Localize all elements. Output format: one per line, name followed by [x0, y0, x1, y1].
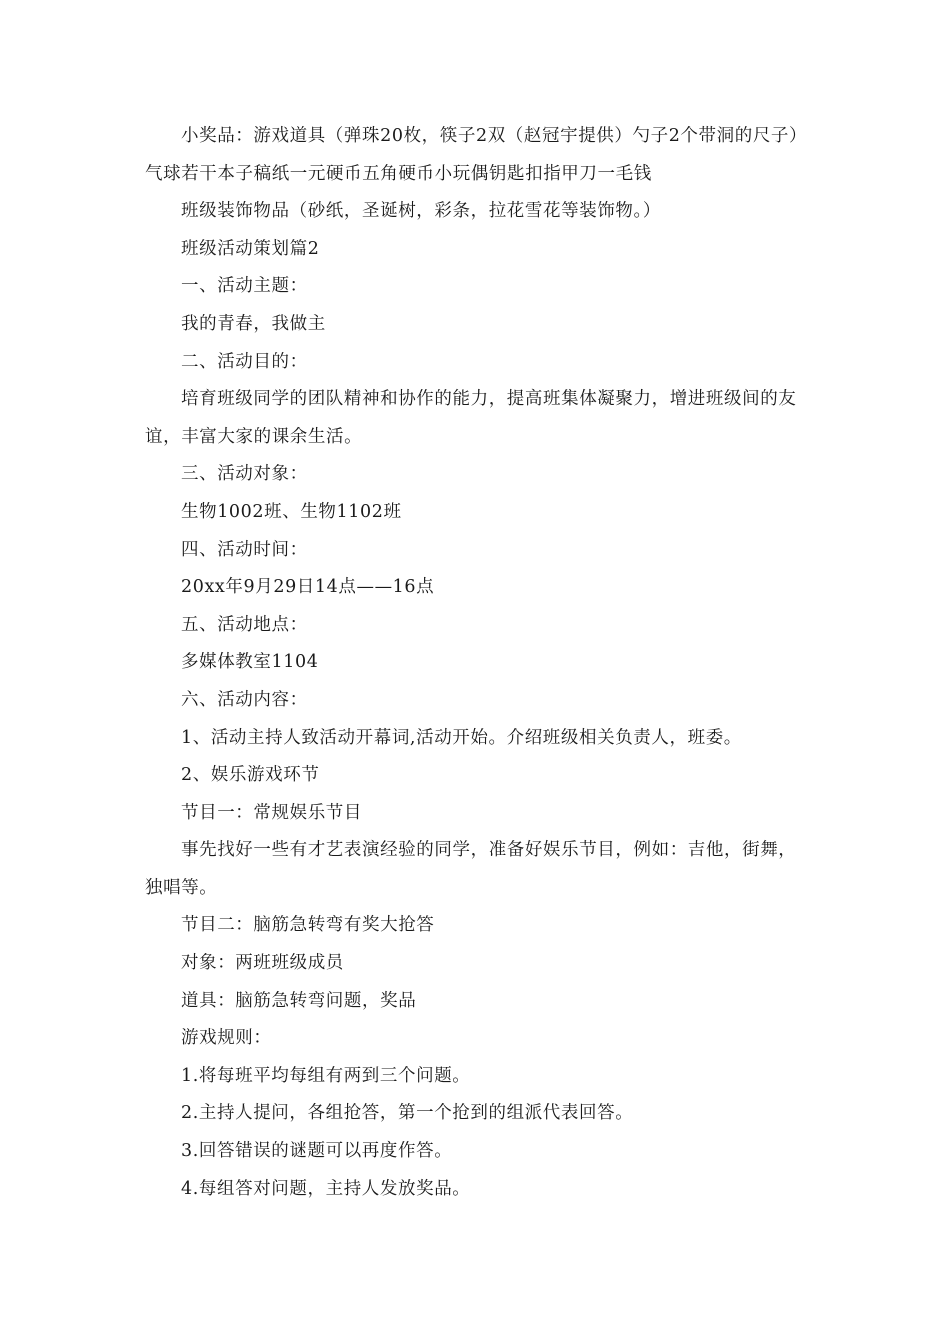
paragraph-purpose: 培育班级同学的团队精神和协作的能力，提高班集体凝聚力，增进班级间的友谊，丰富大家的课余生活。	[145, 389, 797, 447]
paragraph-games-section: 2、娱乐游戏环节	[181, 765, 320, 786]
paragraph-prizes: 小奖品：游戏道具（弹珠20枚，筷子2双（赵冠宇提供）勺子2个带洞的尺子）气球若干本子稿纸一元硬币五角硬币小玩偶钥匙扣指甲刀一毛钱	[145, 126, 799, 184]
heading-time: 四、活动时间：	[181, 539, 308, 560]
heading-location: 五、活动地点：	[181, 614, 308, 635]
program-one-description: 事先找好一些有才艺表演经验的同学，准备好娱乐节目，例如：吉他，街舞，独唱等。	[145, 840, 797, 898]
rule-item: 3.回答错误的谜题可以再度作答。	[181, 1141, 453, 1162]
section-title: 班级活动策划篇2	[181, 238, 320, 259]
heading-theme: 一、活动主题：	[181, 276, 308, 297]
paragraph-audience: 生物1002班、生物1102班	[181, 501, 402, 522]
rule-item: 1.将每班平均每组有两到三个问题。	[181, 1065, 471, 1086]
program-one-title: 节目一：常规娱乐节目	[181, 802, 362, 823]
heading-content: 六、活动内容：	[181, 689, 308, 710]
heading-audience: 三、活动对象：	[181, 464, 308, 485]
paragraph-opening: 1、活动主持人致活动开幕词,活动开始。介绍班级相关负责人，班委。	[181, 727, 742, 748]
heading-purpose: 二、活动目的：	[181, 351, 308, 372]
rule-item: 4.每组答对问题，主持人发放奖品。	[181, 1178, 471, 1199]
program-two-audience: 对象：两班班级成员	[181, 953, 344, 974]
rules-heading: 游戏规则：	[181, 1028, 272, 1049]
program-two-props: 道具：脑筋急转弯问题，奖品	[181, 990, 417, 1011]
rule-item: 2.主持人提问，各组抢答，第一个抢到的组派代表回答。	[181, 1103, 634, 1124]
paragraph-decorations: 班级装饰物品（砂纸，圣诞树，彩条，拉花雪花等装饰物。）	[181, 201, 661, 222]
paragraph-theme: 我的青春，我做主	[181, 313, 326, 334]
program-two-title: 节目二：脑筋急转弯有奖大抢答	[181, 915, 435, 936]
document-body	[145, 118, 805, 1208]
paragraph-location: 多媒体教室1104	[181, 652, 319, 673]
paragraph-time: 20xx年9月29日14点——16点	[181, 577, 435, 598]
